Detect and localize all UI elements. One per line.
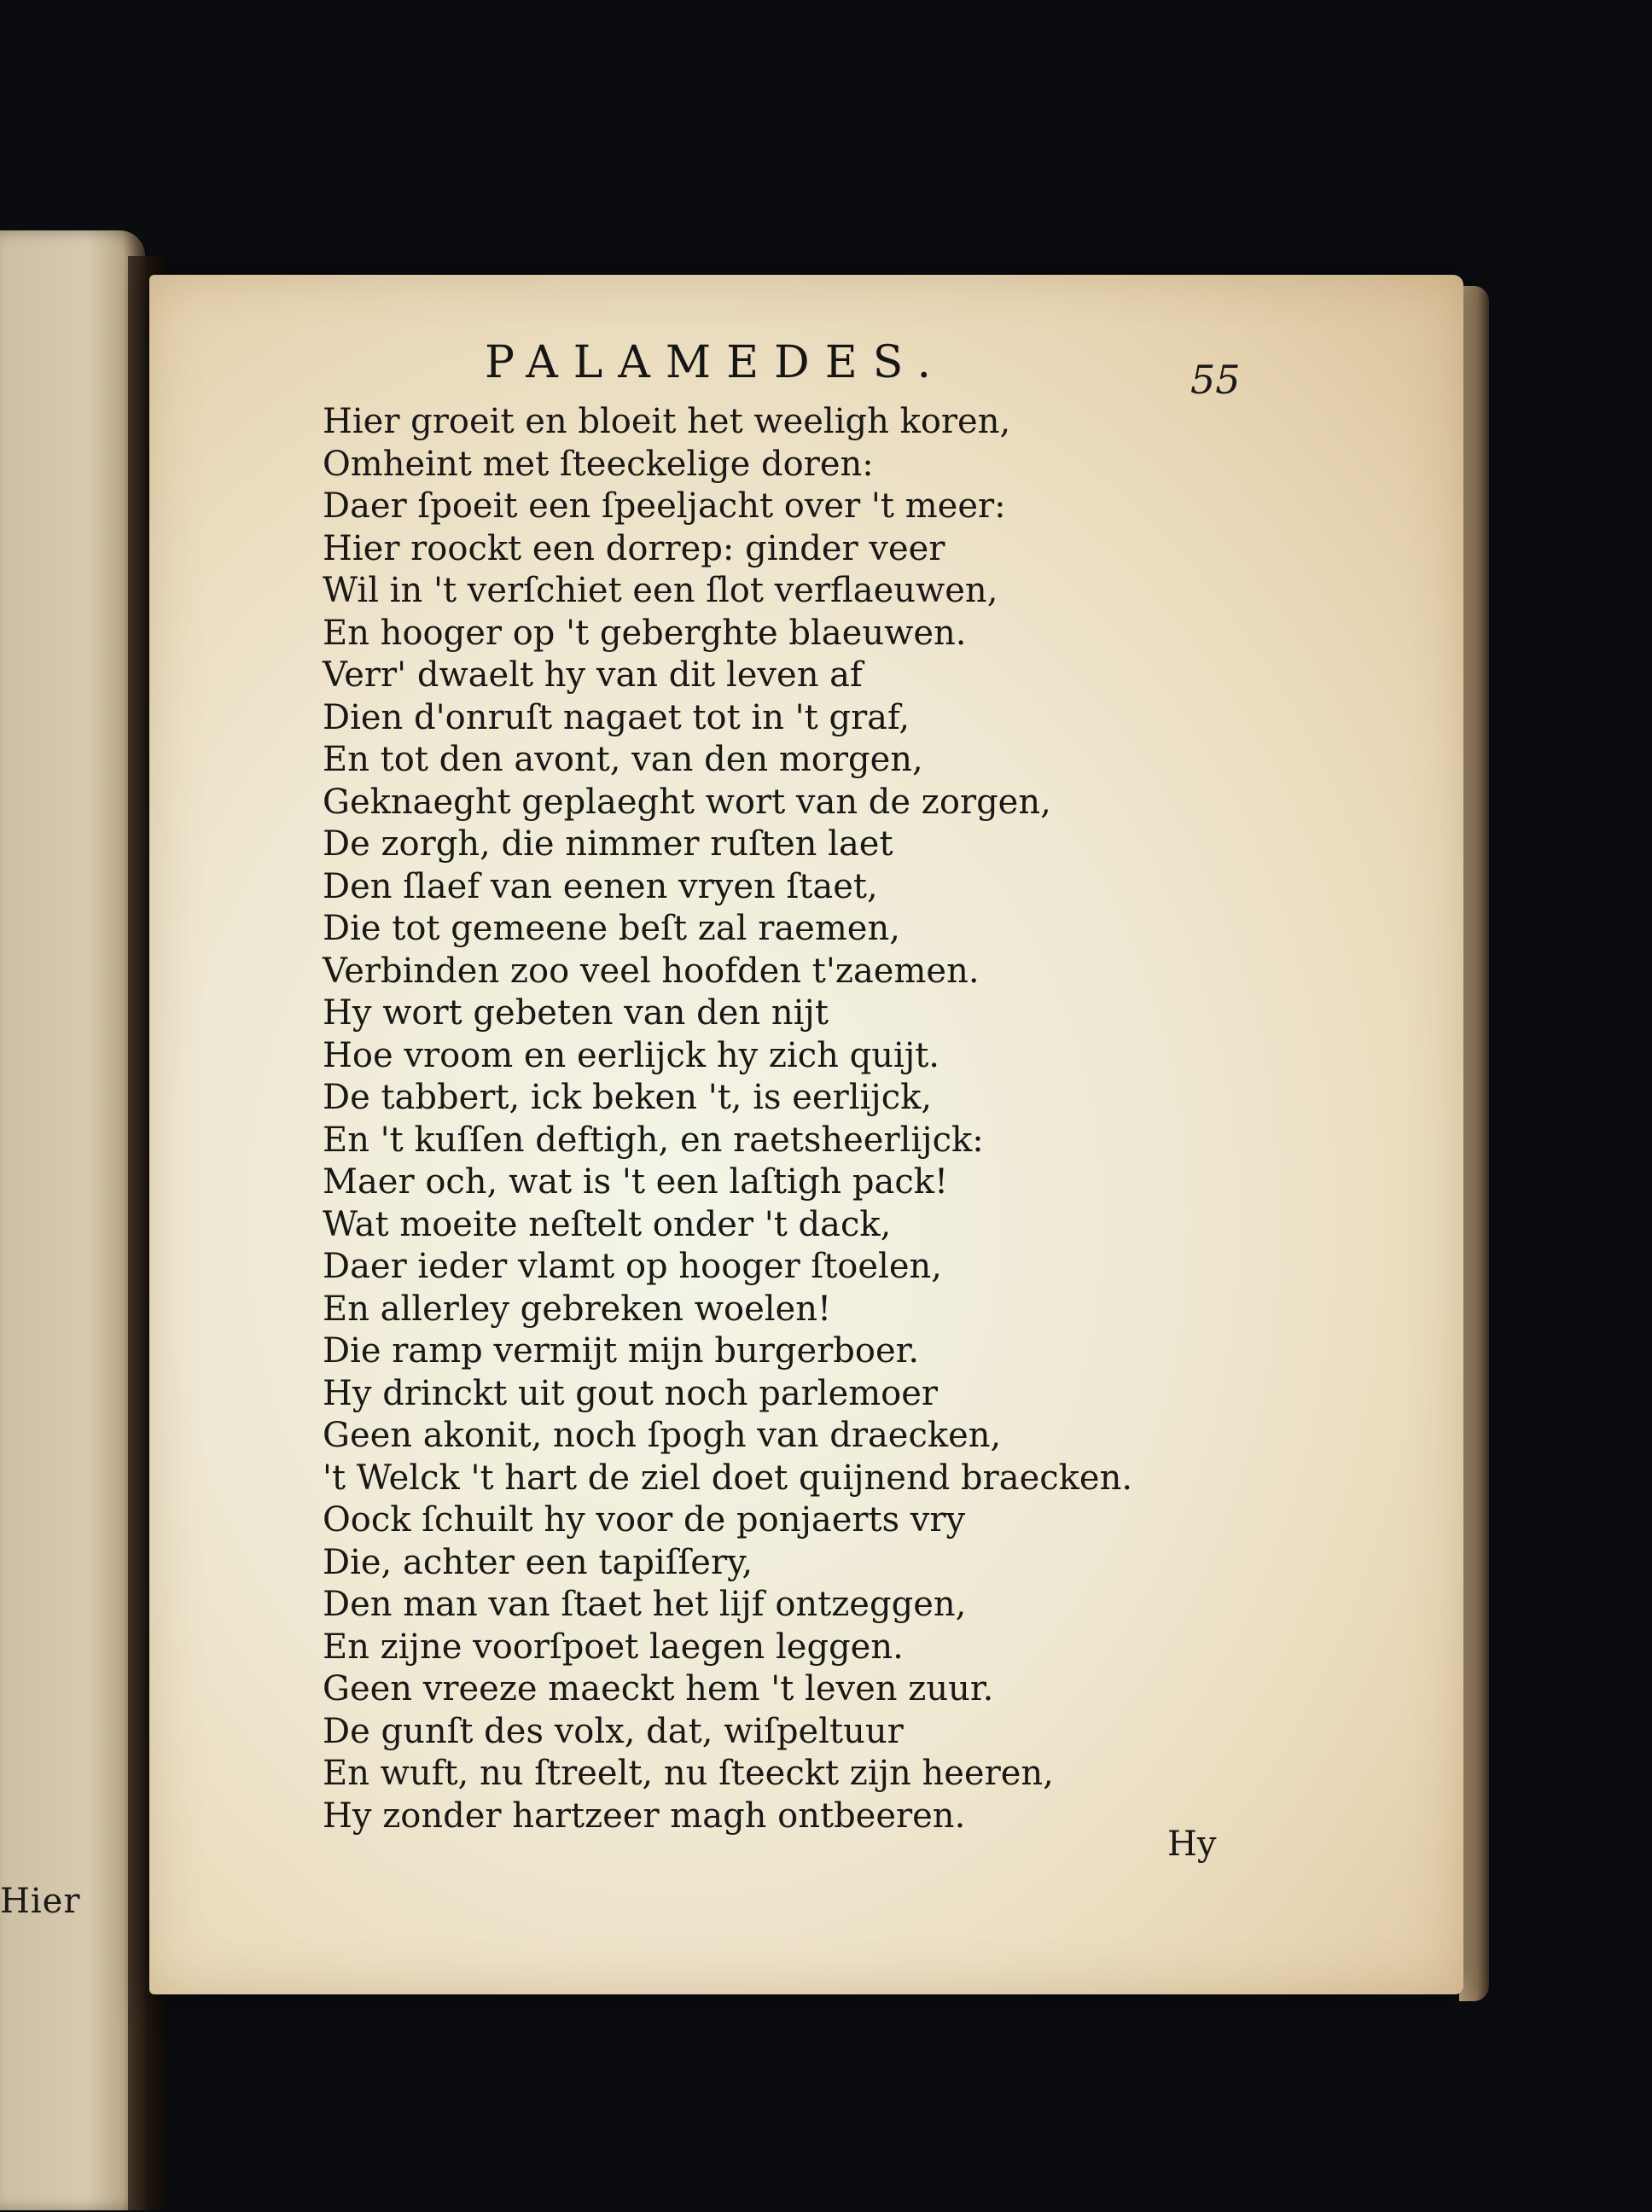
verse-line: 't Welck 't hart de ziel doet quijnend braecken. xyxy=(323,1458,1133,1498)
verse-line: Geknaeght geplaeght wort van de zorgen, xyxy=(323,782,1051,822)
verse-line: Oock ſchuilt hy voor de ponjaerts vry xyxy=(323,1500,966,1540)
verse-line: De gunſt des volx, dat, wiſpeltuur xyxy=(323,1711,904,1751)
verse-line: Den man van ſtaet het lijf ontzeggen, xyxy=(323,1585,967,1624)
verse-line: Geen vreeze maeckt hem 't leven zuur. xyxy=(323,1669,994,1708)
verse-line: Geen akonit, noch ſpogh van draecken, xyxy=(323,1416,1002,1455)
verse-line: Daer ſpoeit een ſpeeljacht over 't meer: xyxy=(323,486,1006,526)
verse-line: Hy zonder hartzeer magh ontbeeren. xyxy=(323,1796,966,1836)
verse-line: Hy drinckt uit gout noch parlemoer xyxy=(323,1373,939,1413)
verse-line: Die, achter een tapiſſery, xyxy=(323,1542,753,1582)
verse-line: Verbinden zoo veel hoofden t'zaemen. xyxy=(323,951,980,991)
verse-line: Hier roockt een dorrep: ginder veer xyxy=(323,528,945,568)
verse-line: De zorgh, die nimmer ruſten laet xyxy=(323,824,893,864)
verse-line: Daer ieder vlamt op hooger ſtoelen, xyxy=(323,1247,942,1286)
verse-line: Die ramp vermijt mijn burgerboer. xyxy=(323,1331,920,1371)
verse-line: En allerley gebreken woelen! xyxy=(323,1289,832,1329)
verse-line: Hy wort gebeten van den nijt xyxy=(323,993,829,1033)
verse-line: Wat moeite neſtelt onder 't dack, xyxy=(323,1204,892,1244)
verse-line: En wuft, nu ſtreelt, nu ſteeckt zijn heeren, xyxy=(323,1754,1054,1793)
verse-line: En zijne voorſpoet laegen leggen. xyxy=(323,1627,904,1667)
verse-line: Die tot gemeene beſt zal raemen, xyxy=(323,909,900,948)
verse-line: Maer och, wat is 't een laſtigh pack! xyxy=(323,1162,949,1202)
verse-line: En tot den avont, van den morgen, xyxy=(323,740,923,779)
verse-line: Hier groeit en bloeit het weeligh koren, xyxy=(323,402,1011,441)
verse-line: En 't kuſſen deftigh, en raetsheerlijck: xyxy=(323,1120,984,1160)
verse-line: En hooger op 't geberghte blaeuwen. xyxy=(323,613,967,653)
verse-line: Wil in 't verſchiet een ſlot verflaeuwen, xyxy=(323,571,998,610)
verse-line: Omheint met ſteeckelige doren: xyxy=(323,444,874,484)
left-page-catchword: Hier xyxy=(0,1882,81,1921)
page-catchword: Hy xyxy=(1167,1825,1217,1864)
verse-line: Verr' dwaelt hy van dit leven af xyxy=(323,655,863,695)
facing-page-left xyxy=(0,230,145,2210)
verse-line: Den ſlaef van eenen vryen ſtaet, xyxy=(323,866,878,906)
page-stack-edge xyxy=(1459,286,1489,2001)
verse-text xyxy=(323,401,1132,1837)
page-number: 55 xyxy=(1190,357,1241,403)
running-head: PALAMEDES. xyxy=(485,337,947,388)
verse-line: De tabbert, ick beken 't, is eerlijck, xyxy=(323,1078,933,1117)
verse-line: Dien d'onruſt nagaet tot in 't graf, xyxy=(323,697,910,737)
verse-line: Hoe vroom en eerlijck hy zich quijt. xyxy=(323,1035,940,1075)
